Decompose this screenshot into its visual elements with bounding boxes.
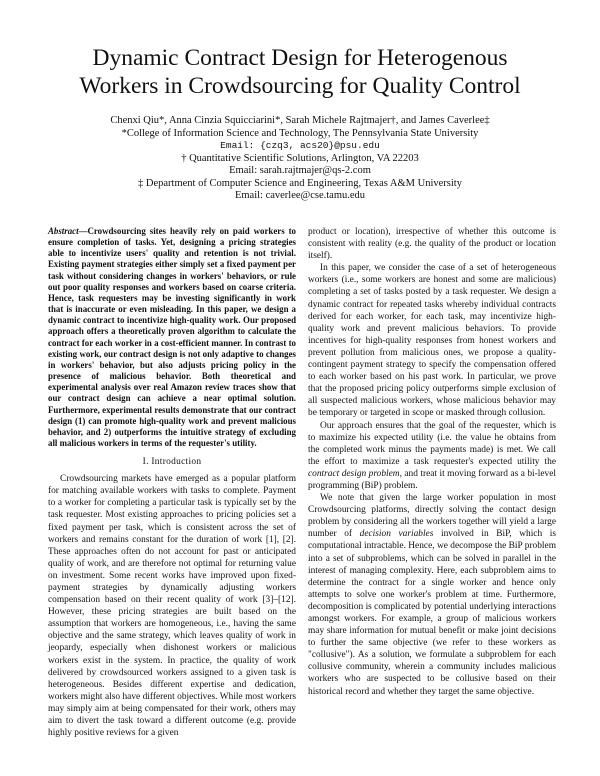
author-block <box>40 115 560 203</box>
affiliation-2: † Quantitative Scientific Solutions, Arlington, VA 22203 <box>181 152 419 164</box>
affiliation-1: *College of Information Science and Technology, The Pennsylvania State University <box>121 127 479 139</box>
email-2: Email: sarah.rajtmajer@qs-2.com <box>229 165 371 176</box>
abstract-label: Abstract <box>48 226 79 236</box>
intro-paragraph-2: In this paper, we consider the case of a set of heterogeneous workers (i.e., some workers are honest and some are malicious) completing a set of tasks posted by a task requester. We design a dynamic contract for repeated tasks whereby individual contracts derived for each worker, for each task, may incentivize high-quality work and prevent malicious behaviors. To provide incentives for high-quality responses from honest workers and prevent pollution from malicious ones, we propose a quality-contingent payment strategy to specify the compensation offered to each worker based on his past work. In particular, we prove that the proposed pricing policy outperforms simple exclusion of all suspected malicious workers, whose malicious behavior may be temporary or targeted in scope or masked through collusion. <box>308 263 556 419</box>
left-column <box>48 226 296 739</box>
affiliation-3: ‡ Department of Computer Science and Engineering, Texas A&M University <box>138 177 462 189</box>
intro-paragraph-1-continued: product or location), irrespective of whether this outcome is consistent with reality (e.g. the quality of the product or location itself). <box>308 227 556 262</box>
section-heading-introduction: I. Introduction <box>142 457 202 468</box>
title-line-2: Workers in Crowdsourcing for Quality Control <box>79 73 521 99</box>
intro-paragraph-3 <box>308 420 556 493</box>
paper-title <box>40 44 560 100</box>
term-contract-design-problem: contract design problem <box>308 468 400 479</box>
author-list: Chenxi Qiu*, Anna Cinzia Squicciarini*, Sarah Michele Rajtmajer†, and James Caverlee‡ <box>110 115 490 126</box>
term-decision-variables: decision variables <box>359 529 434 540</box>
intro-p3-part-b: , and treat it moving forward as a bi-level programming (BiP) problem. <box>308 468 556 491</box>
email-3: Email: caverlee@cse.tamu.edu <box>234 190 366 201</box>
intro-paragraph-1: Crowdsourcing markets have emerged as a popular platform for matching available workers with tasks to complete. Payment to a worker for completing a particular task is typically set by the task requester. Most existing approaches to pricing policies set a fixed payment per task, which is consistent across the set of workers and remains constant for the duration of work [1], [2]. These approaches often do not account for past or anticipated quality of work, and are therefore not optimal for returning value on investment. Some recent works have improved upon fixed-payment strategies by dynamically adjusting workers compensation based on their recent quality of work [3]–[12]. However, these pricing strategies are built based on the assumption that workers are homogeneous, i.e., having the same objective and the same strategy, which leaves quality of work in jeopardy, especially when dishonest workers or malicious workers exist in the system. In practice, the quality of work delivered by crowdsourced workers assigned to a given task is heterogeneous. Besides different expertise and dedication, workers might also have different objectives. While most workers may simply aim at being compensated for their work, others may aim to divert the task toward a different outcome (e.g. provide highly positive reviews for a given <box>48 474 296 739</box>
intro-p4-part-a: We note that given the large worker population in most Crowdsourcing platforms, directly solving the contact design problem by considering all the workers together will yield a large number of <box>308 493 556 540</box>
abstract-text: —Crowdsourcing sites heavily rely on paid workers to ensure completion of tasks. Yet, designing a pricing strategies able to incentivize users' quality and retention is not trivial. Existing payment strategies either simply set a fixed payment per task without considering changes in workers' behaviors, or rule out poor quality responses and workers based on coarse criteria. Hence, task requesters may be investing significantly in work that is inaccurate or even misleading. In this paper, we design a dynamic contract to incentivize high-quality work. Our proposed approach offers a theoretically proven algorithm to calculate the contract for each worker in a cost-efficient manner. In contrast to existing work, our contract design is not only adaptive to changes in workers' behavior, but also adjusts pricing policy in the presence of malicious behavior. Both theoretical and experimental analysis over real Amazon review traces show that our contract design can achieve a near optimal solution. Furthermore, experimental results demonstrate that our contract design (1) can promote high-quality work and prevent malicious behavior, and 2) outperforms the intuitive strategy of excluding all malicious workers in terms of the requester's utility. <box>48 226 296 448</box>
right-column <box>308 226 556 698</box>
intro-paragraph-4 <box>308 492 556 698</box>
abstract <box>48 226 296 449</box>
intro-p4-part-b: involved in BiP, which is computational intractable. Hence, we decompose the BiP problem into a set of subproblems, which can be solved in parallel in the interest of managing complexity. Here, each subproblem aims to determine the contract for a single worker and hence only attempts to solve one worker's problem at time. Furthermore, decomposition is complicated by potential underlying interactions amongst workers. For example, a group of malicious workers may share information for mutual benefit or make joint decisions to further the same objective (we refer to these workers as "collusive"). As a solution, we formulate a subproblem for each collusive community, wherein a community includes malicious workers who are suspected to be collusive based on their historical record and whether they target the same objective. <box>308 529 556 697</box>
intro-p3-part-a: Our approach ensures that the goal of the requester, which is to maximize his expected utility (i.e. the value he obtains from the completed work minus the payments made) is met. We call the effort to maximize a task requester's expected utility the <box>308 420 556 467</box>
email-1: Email: {czq3, acs20}@psu.edu <box>220 140 380 151</box>
title-line-1: Dynamic Contract Design for Heterogenous <box>92 45 508 71</box>
